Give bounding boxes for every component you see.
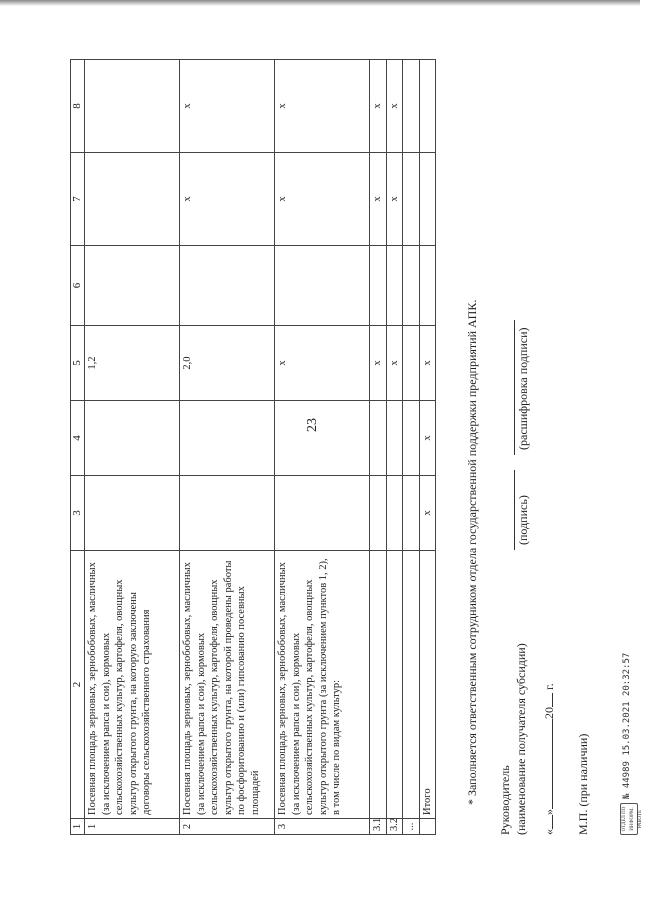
- rotated-page-content: [70, 55, 650, 835]
- row-description: Посевная площадь зерновых, зернобобовых, масличных (за исключением рапса и сои), кормовых сельскохозяйственных культур, картофеля, овощных культур открытого грунта, на которой проведены работы по фосфоритованию и (или) гипсованию посевных площадей: [180, 551, 275, 819]
- row-number: ...: [403, 819, 420, 835]
- row-description: [386, 551, 403, 819]
- table-cell: x: [386, 153, 403, 246]
- header-cell: 4: [71, 401, 85, 476]
- table-total-row: [419, 60, 436, 835]
- stamp-number: № 44989 15.03.2021 20:32:57: [622, 652, 632, 799]
- header-cell: 3: [71, 476, 85, 551]
- decode-line: [514, 320, 515, 455]
- table-row: [180, 60, 275, 835]
- table-row: [370, 60, 387, 835]
- subsidy-table: [70, 59, 436, 835]
- table-row: [386, 60, 403, 835]
- table-cell: x: [370, 326, 387, 401]
- date-line: [542, 683, 557, 835]
- table-cell: 1,2: [85, 326, 180, 401]
- table-cell: [85, 60, 180, 153]
- table-cell: [370, 246, 387, 326]
- table-cell: [180, 246, 275, 326]
- table-cell: [180, 476, 275, 551]
- total-label: Итого: [419, 551, 436, 819]
- header-cell: 8: [71, 60, 85, 153]
- table-cell: x: [275, 326, 370, 401]
- table-cell: 2,0: [180, 326, 275, 401]
- table-row: [275, 60, 370, 835]
- row-description-main: Посевная площадь зерновых, зернобобовых, масличных (за исключением рапса и сои), кормовых сельскохозяйственных культур, картофеля, овощных культур открытого грунта (за исключением пунктов 1, 2),: [277, 558, 329, 815]
- table-cell: x: [419, 476, 436, 551]
- table-row: [403, 60, 420, 835]
- row-description: Посевная площадь зерновых, зернобобовых, масличных (за исключением рапса и сои), кормовых сельскохозяйственных культур, картофеля, овощных культур открытого грунта, на которую заключены договоры сельскохозяйственного страхования: [85, 551, 180, 819]
- table-cell: [180, 401, 275, 476]
- page-number: 23: [305, 418, 320, 432]
- year-suffix: г.: [542, 683, 556, 690]
- table-cell: [403, 153, 420, 246]
- scan-edge: [0, 0, 640, 6]
- table-cell: x: [275, 153, 370, 246]
- row-number: 3: [275, 819, 370, 835]
- row-number: 2: [180, 819, 275, 835]
- table-cell: [370, 401, 387, 476]
- table-cell: [275, 476, 370, 551]
- table-cell: [419, 246, 436, 326]
- table-cell: [85, 401, 180, 476]
- header-cell: 5: [71, 326, 85, 401]
- footnote: * Заполняется ответственным сотрудником отдела государственной поддержки предприятий АПК.: [465, 299, 479, 805]
- table-cell: [403, 401, 420, 476]
- table-row: [85, 60, 180, 835]
- row-description-sub: в том числе по видам культур:: [331, 679, 342, 815]
- year-prefix: 20: [542, 707, 556, 719]
- table-cell: x: [180, 60, 275, 153]
- table-cell: [370, 476, 387, 551]
- table-cell: [275, 401, 370, 476]
- signature-caption: (подпись): [516, 495, 530, 545]
- table-cell: [85, 246, 180, 326]
- table-cell: [386, 476, 403, 551]
- header-cell: 2: [71, 551, 85, 819]
- head-label: Руководитель: [498, 765, 512, 835]
- table-cell: [403, 326, 420, 401]
- decode-caption: (расшифровка подписи): [516, 327, 530, 450]
- row-number: 3.1: [370, 819, 387, 835]
- row-number: 3.2: [386, 819, 403, 835]
- table-cell: [275, 246, 370, 326]
- header-cell: 1: [71, 819, 85, 835]
- table-cell: [85, 153, 180, 246]
- table-cell: x: [370, 153, 387, 246]
- table-cell: [85, 476, 180, 551]
- table-cell: x: [386, 60, 403, 153]
- table-cell: x: [275, 60, 370, 153]
- table-cell: x: [419, 326, 436, 401]
- table-cell: [403, 60, 420, 153]
- seal-label: М.П. (при наличии): [576, 733, 590, 835]
- header-cell: 7: [71, 153, 85, 246]
- table-cell: x: [180, 153, 275, 246]
- row-description: [403, 551, 420, 819]
- row-description: [275, 551, 370, 819]
- table-cell: x: [370, 60, 387, 153]
- date-open-quote: «: [542, 829, 556, 835]
- table-cell: [386, 401, 403, 476]
- recipient-label: (наименование получателя субсидии): [514, 643, 528, 835]
- table-cell: [419, 60, 436, 153]
- date-close-quote: »: [542, 809, 556, 815]
- table-header-row: [71, 60, 85, 835]
- row-number: 1: [85, 819, 180, 835]
- table-cell: [419, 153, 436, 246]
- registration-stamp: [618, 635, 643, 835]
- table-cell: [403, 476, 420, 551]
- table-cell: [386, 246, 403, 326]
- row-description: [370, 551, 387, 819]
- row-number: [419, 819, 436, 835]
- header-cell: 6: [71, 246, 85, 326]
- signature-line: [514, 470, 515, 550]
- table-cell: [403, 246, 420, 326]
- table-cell: x: [386, 326, 403, 401]
- table-cell: x: [419, 401, 436, 476]
- stamp-logo: ОТДЕЛ ПО ИНФОРМ. РАБОТЕ: [620, 803, 638, 835]
